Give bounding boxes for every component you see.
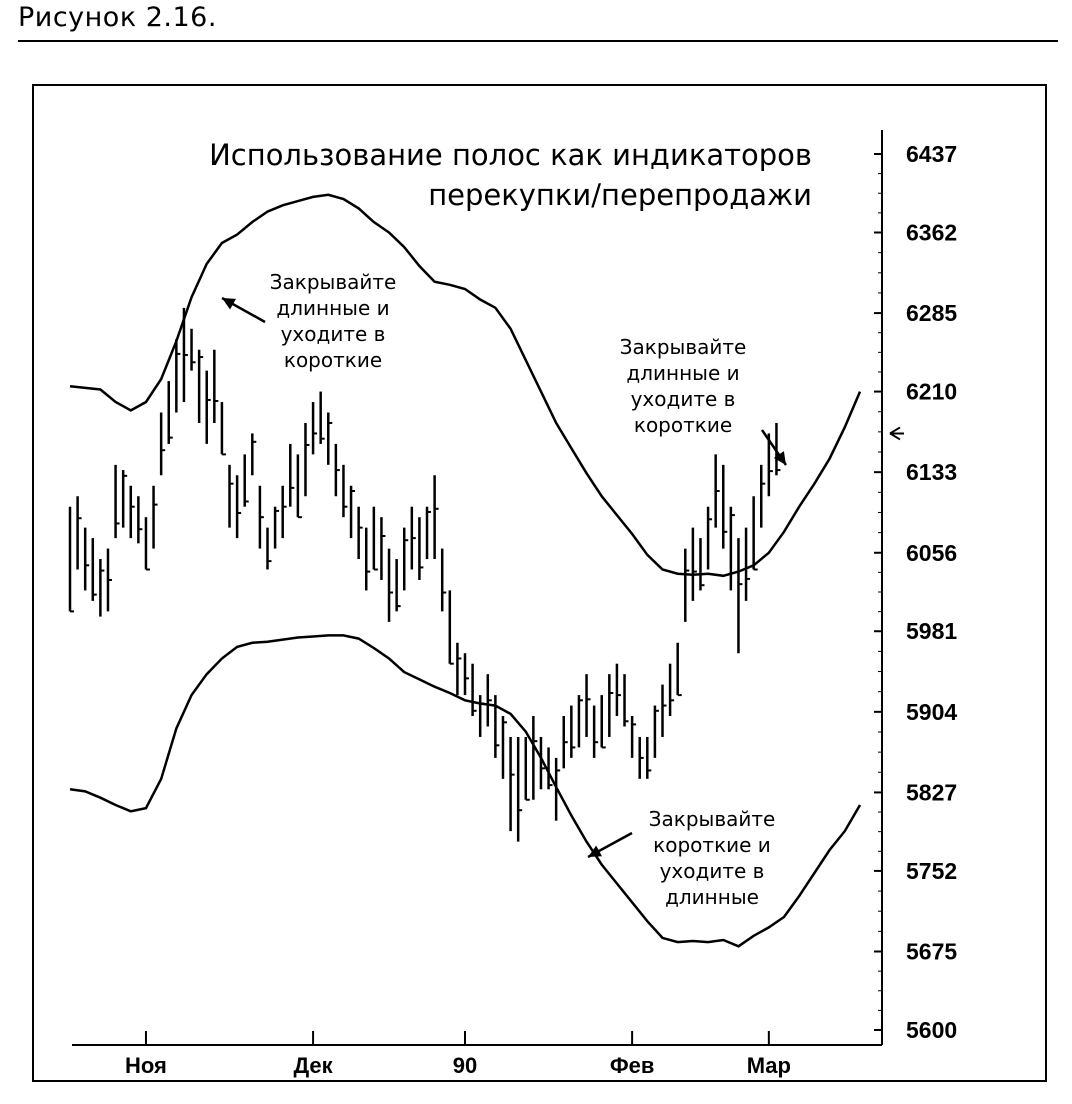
x-tick-label: Мар — [746, 1053, 791, 1078]
y-tick-label: 6210 — [906, 378, 958, 405]
annotation-text-line: Закрывайте — [619, 335, 747, 359]
y-tick-label: 6133 — [906, 459, 958, 486]
x-tick-label: Ноя — [125, 1053, 167, 1078]
y-tick-label: 5904 — [906, 698, 958, 725]
chart-title-line: Использование полос как индикаторов — [209, 138, 812, 172]
x-tick-label: Фев — [609, 1053, 655, 1078]
annotation-text-line: Закрывайте — [648, 807, 776, 831]
annotation-text-line: длинные и — [276, 296, 390, 320]
y-tick-label: 5600 — [906, 1017, 958, 1043]
y-tick-label: 6056 — [906, 539, 958, 566]
annotation-text-line: уходите в — [280, 322, 386, 346]
y-tick-label: 6362 — [906, 219, 958, 246]
annotation-text-line: короткие — [283, 348, 383, 372]
y-tick-label: 6437 — [906, 141, 958, 167]
annotation-text-line: короткие — [633, 413, 733, 437]
y-tick-label: 5752 — [906, 857, 958, 884]
y-tick-label: 5675 — [906, 938, 958, 965]
x-tick-label: 90 — [452, 1053, 478, 1078]
annotation-text-line: Закрывайте — [269, 270, 397, 294]
annotation-text-line: уходите в — [659, 859, 765, 883]
last-price-marker — [890, 427, 904, 439]
figure-caption: Рисунок 2.16. — [18, 2, 217, 33]
y-tick-label: 6285 — [906, 300, 958, 327]
y-tick-label: 5827 — [906, 779, 958, 806]
annotation-text-line: длинные — [665, 885, 759, 909]
annotation-text-line: уходите в — [630, 387, 736, 411]
annotation-text-line: короткие и — [653, 833, 771, 857]
annotation-text-line: длинные и — [626, 361, 740, 385]
y-tick-label: 5981 — [906, 618, 958, 645]
x-tick-label: Дек — [293, 1053, 333, 1078]
upper-band-line — [70, 195, 860, 576]
chart-title-line: перекупки/перепродажи — [428, 178, 812, 212]
